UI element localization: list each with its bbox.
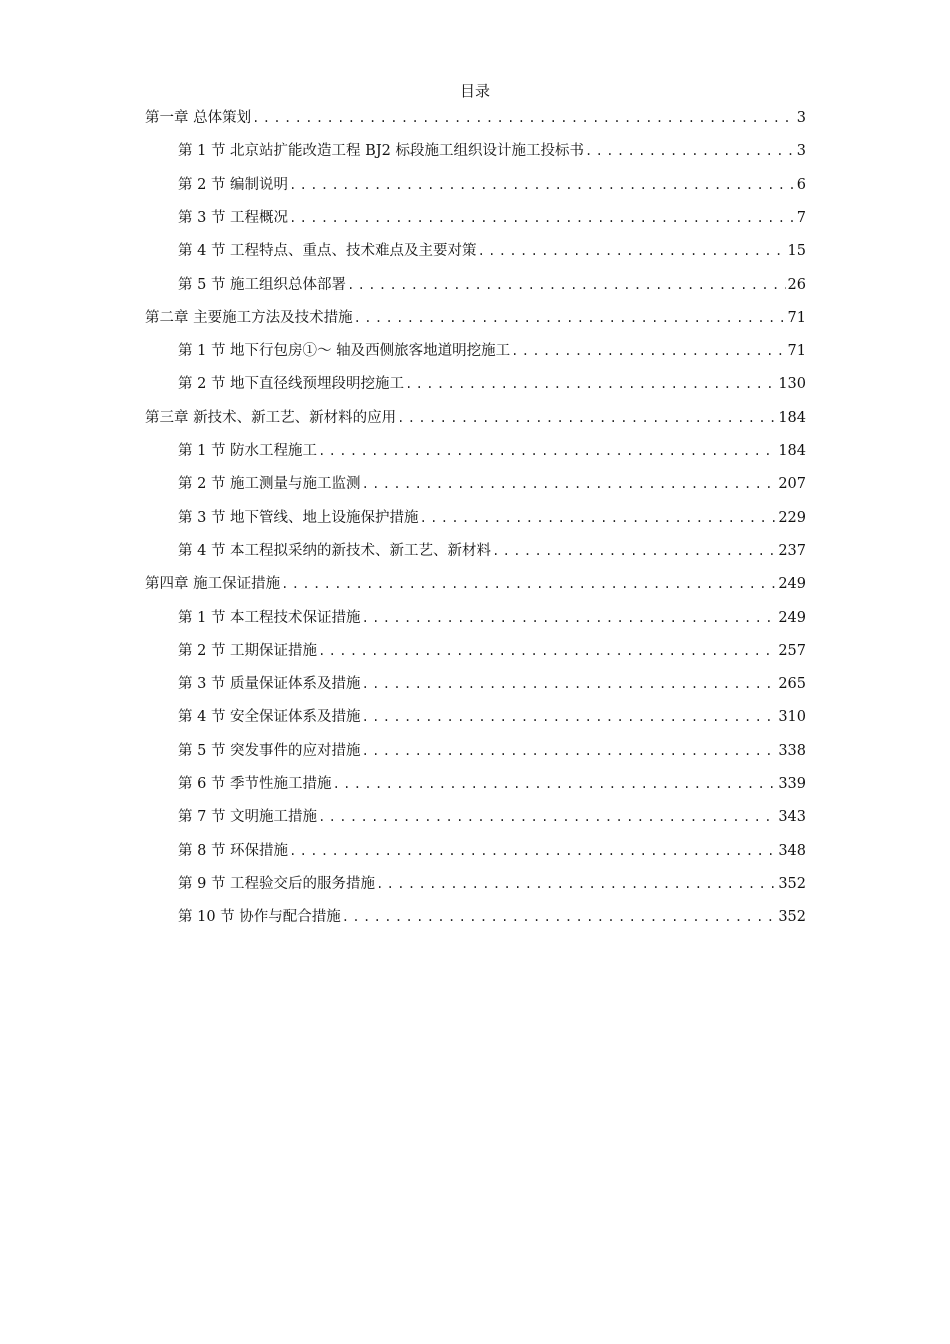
toc-entry-page-number: 15 <box>787 243 806 260</box>
toc-entry-section[interactable] <box>178 605 806 629</box>
toc-entry-page-number: 26 <box>787 276 806 293</box>
toc-entry-page-number: 249 <box>778 609 806 626</box>
toc-entry-page-number: 352 <box>778 909 806 926</box>
dot-leader <box>333 773 777 795</box>
toc-entry-page-number: 229 <box>778 509 806 526</box>
toc-entry-section[interactable] <box>178 138 806 162</box>
dot-leader <box>405 373 776 395</box>
toc-entry-label: 第 2 节 工期保证措施 <box>178 642 318 659</box>
toc-entry-section[interactable] <box>178 638 806 662</box>
toc-entry-section[interactable] <box>178 738 806 762</box>
toc-entry-chapter[interactable] <box>145 105 806 129</box>
toc-entry-page-number: 265 <box>778 676 806 693</box>
toc-entry-chapter[interactable] <box>145 571 806 595</box>
toc-entry-label: 第 1 节 本工程技术保证措施 <box>178 609 361 626</box>
toc-entry-section[interactable] <box>178 272 806 296</box>
toc-entry-label: 第 6 节 季节性施工措施 <box>178 776 332 792</box>
toc-entry-label: 第二章 主要施工方法及技术措施 <box>145 309 353 326</box>
dot-leader <box>362 740 777 762</box>
toc-entry-label: 第 3 节 地下管线、地上设施保护措施 <box>178 509 419 526</box>
dot-leader <box>289 840 776 862</box>
toc-entry-page-number: 6 <box>796 176 806 193</box>
toc-entry-page-number: 3 <box>796 110 806 126</box>
toc-entry-section[interactable] <box>178 205 806 229</box>
toc-entry-label: 第 10 节 协作与配合措施 <box>178 909 341 926</box>
dot-leader <box>362 673 777 695</box>
dot-leader <box>585 140 795 162</box>
dot-leader <box>289 174 795 196</box>
toc-entry-label: 第 2 节 施工测量与施工监测 <box>178 476 361 493</box>
toc-entry-chapter[interactable] <box>145 305 806 329</box>
toc-entry-page-number: 348 <box>778 842 806 859</box>
toc-entry-label: 第 5 节 施工组织总体部署 <box>178 276 347 293</box>
toc-entry-page-number: 257 <box>778 642 806 659</box>
toc-entry-label: 第 4 节 工程特点、重点、技术难点及主要对策 <box>178 243 477 260</box>
toc-entry-page-number: 184 <box>778 443 806 459</box>
toc-entry-section[interactable] <box>178 238 806 262</box>
dot-leader <box>318 640 776 662</box>
toc-entry-label: 第 7 节 文明施工措施 <box>178 809 318 826</box>
toc-entry-section[interactable] <box>178 771 806 795</box>
toc-entry-label: 第三章 新技术、新工艺、新材料的应用 <box>145 409 397 426</box>
toc-entry-page-number: 71 <box>787 309 806 326</box>
toc-entry-label: 第 5 节 突发事件的应对措施 <box>178 742 361 759</box>
dot-leader <box>478 240 786 262</box>
toc-entry-page-number: 130 <box>778 376 806 393</box>
toc-entry-label: 第 2 节 地下直径线预埋段明挖施工 <box>178 376 405 393</box>
toc-entry-page-number: 338 <box>778 742 806 759</box>
toc-entry-section[interactable] <box>178 338 806 362</box>
toc-entry-section[interactable] <box>178 471 806 495</box>
toc-entry-page-number: 184 <box>778 409 806 426</box>
dot-leader <box>362 473 777 495</box>
toc-entry-label: 第 8 节 环保措施 <box>178 842 289 859</box>
toc-entry-page-number: 339 <box>778 776 806 792</box>
toc-entry-label: 第四章 施工保证措施 <box>145 576 281 593</box>
toc-entry-label: 第 1 节 北京站扩能改造工程 BJ2 标段施工组织设计施工投标书 <box>178 143 584 160</box>
toc-entry-section[interactable] <box>178 538 806 562</box>
dot-leader <box>420 507 777 529</box>
toc-entry-page-number: 310 <box>778 709 806 726</box>
toc-entry-page-number: 7 <box>796 209 806 226</box>
toc-title: 目录 <box>459 82 490 100</box>
toc-entry-section[interactable] <box>178 804 806 828</box>
dot-leader <box>376 873 776 895</box>
toc-entry-label: 第 1 节 地下行包房①～ 轴及西侧旅客地道明挖施工 <box>178 343 511 360</box>
toc-entry-page-number: 352 <box>778 875 806 892</box>
toc-entry-label: 第 4 节 本工程拟采纳的新技术、新工艺、新材料 <box>178 542 492 559</box>
toc-entry-section[interactable] <box>178 904 806 928</box>
dot-leader <box>318 806 776 828</box>
toc-entry-label: 第 3 节 工程概况 <box>178 209 289 226</box>
dot-leader <box>511 340 785 362</box>
toc-entry-section[interactable] <box>178 371 806 395</box>
toc-entry-label: 第一章 总体策划 <box>145 110 252 126</box>
dot-leader <box>318 440 776 462</box>
toc-entry-label: 第 9 节 工程验交后的服务措施 <box>178 875 376 892</box>
dot-leader <box>342 906 777 928</box>
toc-entry-label: 第 2 节 编制说明 <box>178 176 289 193</box>
dot-leader <box>362 607 777 629</box>
toc-entry-section[interactable] <box>178 704 806 728</box>
dot-leader <box>347 274 785 296</box>
toc-entry-label: 第 1 节 防水工程施工 <box>178 443 318 459</box>
dot-leader <box>252 107 795 129</box>
toc-entry-page-number: 249 <box>778 576 806 593</box>
toc-entry-section[interactable] <box>178 505 806 529</box>
toc-entry-page-number: 237 <box>778 542 806 559</box>
toc-entry-chapter[interactable] <box>145 405 806 429</box>
dot-leader <box>289 207 795 229</box>
toc-entry-page-number: 3 <box>796 143 806 160</box>
toc-entry-section[interactable] <box>178 172 806 196</box>
dot-leader <box>354 307 786 329</box>
toc-entry-page-number: 207 <box>778 476 806 493</box>
toc-entry-label: 第 3 节 质量保证体系及措施 <box>178 676 361 693</box>
toc-entry-label: 第 4 节 安全保证体系及措施 <box>178 709 361 726</box>
toc-entry-page-number: 343 <box>778 809 806 826</box>
toc-entry-section[interactable] <box>178 671 806 695</box>
toc-entry-page-number: 71 <box>787 343 806 360</box>
dot-leader <box>397 407 776 429</box>
dot-leader <box>281 573 776 595</box>
toc-entry-section[interactable] <box>178 838 806 862</box>
toc-entry-section[interactable] <box>178 871 806 895</box>
toc-entry-section[interactable] <box>178 438 806 462</box>
dot-leader <box>492 540 776 562</box>
dot-leader <box>362 706 777 728</box>
